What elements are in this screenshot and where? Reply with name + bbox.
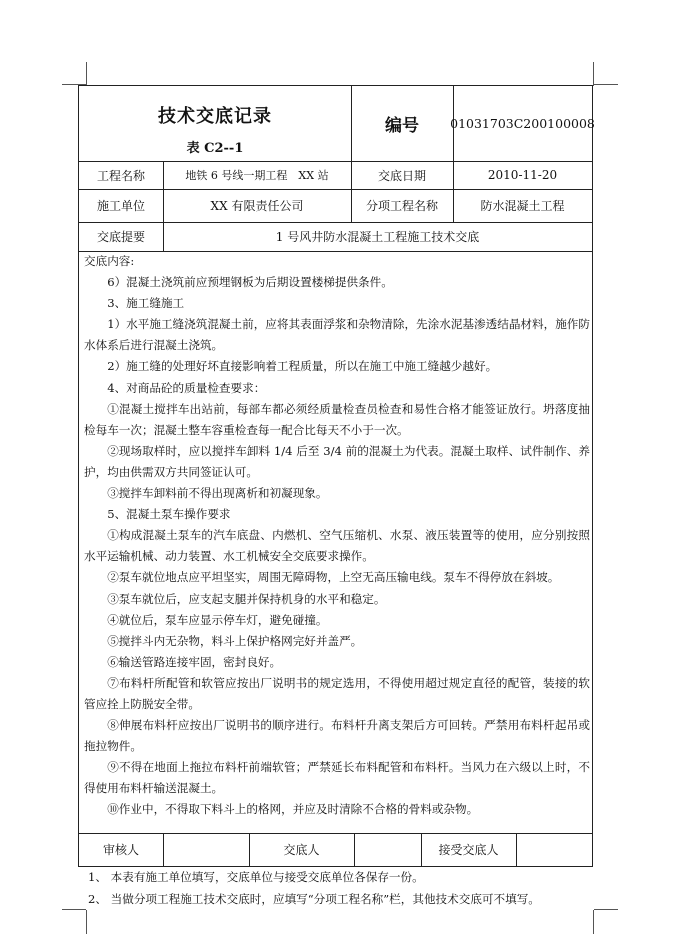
crop-mark bbox=[593, 910, 594, 934]
content-paragraph: ⑧伸展布料杆应按出厂说明书的顺序进行。布料杆升离支架后方可回转。严禁用布料杆起吊或拖拉物件。 bbox=[84, 718, 590, 754]
disclosure-content bbox=[84, 251, 590, 821]
content-paragraph: ②泵车就位地点应平坦坚实，周围无障碍物，上空无高压输电线。泵车不得停放在斜坡。 bbox=[107, 570, 560, 585]
footnote: 2、 当做分项工程施工技术交底时，应填写“分项工程名称”栏，其他技术交底可不填写。 bbox=[88, 892, 540, 906]
presenter-label: 交底人 bbox=[283, 843, 320, 857]
content-paragraph: ②现场取样时，应以搅拌车卸料 1/4 后至 3/4 前的混凝土为代表。混凝土取样、试件制作、养护，均由供需双方共同签证认可。 bbox=[84, 443, 590, 479]
unit-value: XX 有限责任公司 bbox=[210, 199, 304, 213]
date-value: 2010-11-20 bbox=[487, 168, 558, 182]
col-divider bbox=[516, 833, 517, 866]
content-lead: 交底内容: bbox=[84, 254, 135, 268]
content-paragraph: 2）施工缝的处理好坏直接影响着工程质量，所以在施工中施工缝越少越好。 bbox=[107, 359, 498, 374]
col-divider bbox=[354, 833, 355, 866]
content-paragraph: ⑤搅拌斗内无杂物，料斗上保护格网完好并盖严。 bbox=[107, 633, 363, 648]
content-paragraph: ④就位后，泵车应显示停车灯，避免碰撞。 bbox=[107, 612, 328, 627]
summary-value: 1 号风井防水混凝土工程施工技术交底 bbox=[275, 230, 480, 244]
project-name-value: 地铁 6 号线一期工程 XX 站 bbox=[185, 169, 329, 182]
crop-mark bbox=[594, 84, 618, 85]
form-title: 技术交底记录 bbox=[158, 106, 272, 127]
footnote: 1、 本表有施工单位填写，交底单位与接受交底单位各保存一份。 bbox=[88, 870, 424, 884]
unit-label: 施工单位 bbox=[96, 199, 145, 213]
content-paragraph: 3、施工缝施工 bbox=[107, 296, 185, 311]
summary-label: 交底提要 bbox=[96, 230, 145, 244]
col-divider bbox=[163, 833, 164, 866]
content-paragraph: ③泵车就位后，应支起支腿并保持机身的水平和稳定。 bbox=[107, 591, 386, 606]
content-paragraph: 6）混凝土浇筑前应预埋钢板为后期设置楼梯提供条件。 bbox=[107, 275, 393, 290]
number-value: 01031703C200100008 bbox=[450, 116, 595, 131]
crop-mark bbox=[86, 62, 87, 86]
content-paragraph: ⑩作业中，不得取下料斗上的格网，并应及时清除不合格的骨料或杂物。 bbox=[107, 802, 479, 817]
date-label: 交底日期 bbox=[377, 168, 426, 183]
content-paragraph: ⑦布料杆所配管和软管应按出厂说明书的规定选用，不得使用超过规定直径的配管，装接的软管应拴上防脱安全带。 bbox=[84, 675, 590, 711]
content-paragraph: ①构成混凝土泵车的汽车底盘、内燃机、空气压缩机、水泵、液压装置等的使用，应分别按照水平运输机械、动力装置、水工机械安全交底要求操作。 bbox=[84, 528, 590, 564]
content-paragraph: 1）水平施工缝浇筑混凝土前，应将其表面浮浆和杂物清除，先涂水泥基渗透结晶材料，施作防水体系后进行混凝土浇筑。 bbox=[84, 317, 590, 353]
content-paragraph: ③搅拌车卸料前不得出现离析和初凝现象。 bbox=[107, 486, 328, 501]
crop-mark bbox=[62, 909, 86, 910]
form-number: 表 C2--1 bbox=[186, 140, 244, 156]
receiver-label: 接受交底人 bbox=[438, 843, 499, 857]
crop-mark bbox=[594, 909, 618, 910]
content-paragraph: ①混凝土搅拌车出站前，每部车都必须经质量检查员检查和易性合格才能签证放行。坍落度抽检每车一次；混凝土整车容重检查每一配合比每天不小于一次。 bbox=[84, 401, 590, 437]
subproject-value: 防水混凝土工程 bbox=[480, 199, 565, 213]
content-paragraph: 4、对商品砼的质量检查要求： bbox=[107, 380, 266, 395]
project-name-label: 工程名称 bbox=[96, 168, 145, 183]
content-paragraph: ⑥输送管路连接牢固，密封良好。 bbox=[107, 654, 282, 669]
crop-mark bbox=[593, 62, 594, 86]
footnotes bbox=[88, 866, 588, 910]
reviewer-label: 审核人 bbox=[102, 843, 139, 857]
subproject-label: 分项工程名称 bbox=[365, 199, 438, 213]
crop-mark bbox=[86, 910, 87, 934]
content-paragraph: 5、混凝土泵车操作要求 bbox=[107, 507, 231, 522]
content-paragraph: ⑨不得在地面上拖拉布料杆前端软管；严禁延长布料配管和布料杆。当风力在六级以上时，不得使用布料杆输送混凝土。 bbox=[84, 760, 590, 796]
number-label: 编号 bbox=[385, 116, 419, 136]
